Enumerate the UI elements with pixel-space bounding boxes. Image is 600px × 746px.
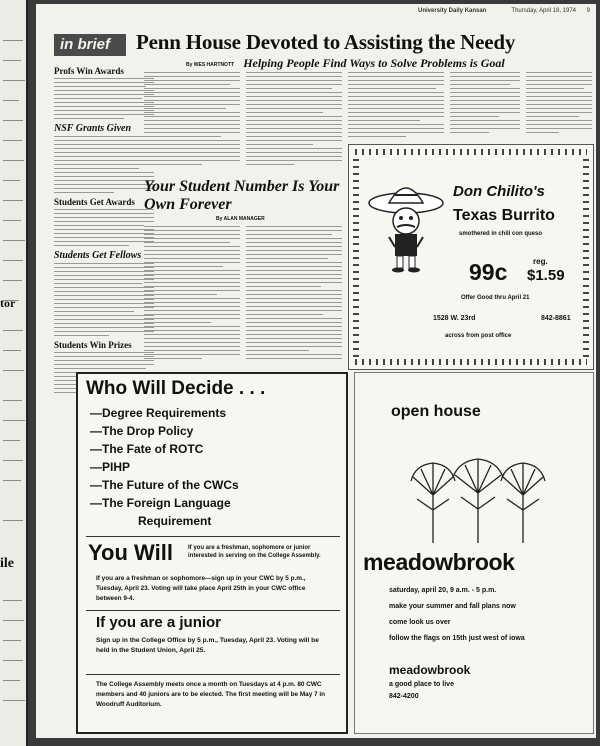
chilito-item-description: smothered in chili con queso	[459, 231, 543, 237]
brief-text-profs	[54, 78, 154, 119]
open-house-date: saturday, april 20, 9 a.m. - 5 p.m.	[389, 587, 497, 594]
you-will-detail: If you are a freshman, sophomore or junior interested in serving on the College Assembly.	[188, 545, 321, 559]
student-number-headline: Your Student Number Is Your Own Forever	[144, 178, 340, 213]
brief-text-nsf	[54, 136, 154, 193]
sombrero-character-icon	[367, 177, 445, 273]
trees-icon	[403, 455, 553, 545]
paper-name: University Daily Kansan	[418, 8, 487, 14]
penn-house-subhead: Helping People Find Ways to Solve Problems is Goal	[243, 56, 505, 70]
meadowbrook-logo-name: meadowbrook	[363, 549, 515, 575]
brief-heading-fellows: Students Get Fellows	[54, 250, 142, 261]
in-brief-column	[54, 62, 154, 396]
decide-item-pihp: —PIHP	[90, 460, 131, 474]
issue-date: Thursday, April 18, 1974	[511, 8, 576, 14]
penn-house-column-2	[246, 72, 342, 168]
brief-text-students-awards	[54, 209, 154, 246]
decide-item-foreign-language: —The Foreign Language	[90, 496, 231, 510]
brief-heading-students-awards: Students Get Awards	[54, 197, 135, 207]
decide-item-degree: —Degree Requirements	[90, 406, 227, 420]
chilito-reg-label: reg.	[533, 257, 548, 266]
open-house-plans: make your summer and fall plans now	[389, 603, 516, 610]
decide-item-rotc: —The Fate of ROTC	[90, 442, 204, 456]
chilito-sale-price: 99c	[469, 259, 508, 285]
penn-house-byline: By WES HARTNOTT	[186, 62, 235, 68]
adjacent-page-strip	[0, 0, 28, 746]
chilito-brand-name: Don Chilito's	[453, 183, 545, 200]
folio-line	[36, 8, 590, 18]
chilito-item-name: Texas Burrito	[453, 207, 555, 224]
chilito-address: 1528 W. 23rd	[433, 315, 476, 322]
floral-border-left	[353, 157, 359, 357]
divider	[86, 610, 340, 611]
junior-heading: If you are a junior	[96, 614, 222, 631]
page-fragment-1: tor	[0, 296, 16, 310]
floral-border-bottom	[355, 359, 587, 365]
brief-heading-nsf: NSF Grants Given	[54, 123, 132, 134]
student-number-column-2	[246, 226, 342, 362]
meadowbrook-footer-name: meadowbrook	[389, 663, 471, 677]
assembly-meeting-info: The College Assembly meets once a month on Tuesdays at 4 p.m. 80 CWC members and 40 juniors are to be elected. The first meeting will be May 7 in Woodruff Auditorium.	[96, 681, 326, 708]
college-assembly-ad	[76, 372, 348, 734]
penn-house-column-5	[526, 72, 592, 136]
open-house-invite: come look us over	[389, 619, 451, 626]
don-chilito-ad	[348, 144, 594, 370]
decide-ad-title: Who Will Decide . . .	[86, 378, 266, 399]
penn-house-column-4	[450, 72, 520, 136]
in-brief-label: in brief	[54, 34, 126, 56]
meadowbrook-ad	[354, 372, 594, 734]
junior-instructions: Sign up in the College Office by 5 p.m., Tuesday, April 23. Voting will be held in the Student Union, April 25.	[96, 637, 319, 654]
newspaper-page	[36, 4, 596, 738]
page-number: 9	[586, 8, 590, 14]
meadowbrook-phone: 842-4200	[389, 693, 419, 700]
student-number-byline: By ALAN MANAGER	[216, 216, 265, 222]
decide-item-drop-policy: —The Drop Policy	[90, 424, 194, 438]
student-number-column-1	[144, 226, 240, 362]
decide-item-requirement: Requirement	[138, 514, 212, 528]
open-house-heading: open house	[391, 403, 481, 420]
chilito-phone: 842-8861	[541, 315, 571, 322]
you-will-heading: You Will	[88, 540, 173, 565]
floral-border-right	[583, 157, 589, 357]
chilito-location-note: across from post office	[445, 333, 512, 339]
brief-heading-prizes: Students Win Prizes	[54, 340, 132, 350]
open-house-directions: follow the flags on 15th just west of iowa	[389, 635, 525, 642]
chilito-offer-dates: Offer Good thru April 21	[461, 295, 530, 301]
brief-text-fellows	[54, 263, 154, 336]
penn-house-headline: Penn House Devoted to Assisting the Needy	[136, 30, 516, 54]
floral-border-top	[355, 149, 587, 155]
decide-item-cwc: —The Future of the CWCs	[90, 478, 239, 492]
page-fragment-2: ile	[0, 556, 14, 571]
freshman-sophomore-instructions: If you are a freshman or sophomore—sign up in your CWC by 5 p.m., Tuesday, April 23. Voting will take place April 25th in your CWC office between 9-4.	[96, 575, 306, 602]
penn-house-column-3	[348, 72, 444, 140]
chilito-regular-price: $1.59	[527, 267, 565, 284]
brief-heading-profs: Profs Win Awards	[54, 66, 124, 76]
divider	[86, 536, 340, 537]
meadowbrook-tagline: a good place to live	[389, 681, 454, 688]
penn-house-column-1	[144, 72, 240, 168]
divider	[86, 674, 340, 675]
